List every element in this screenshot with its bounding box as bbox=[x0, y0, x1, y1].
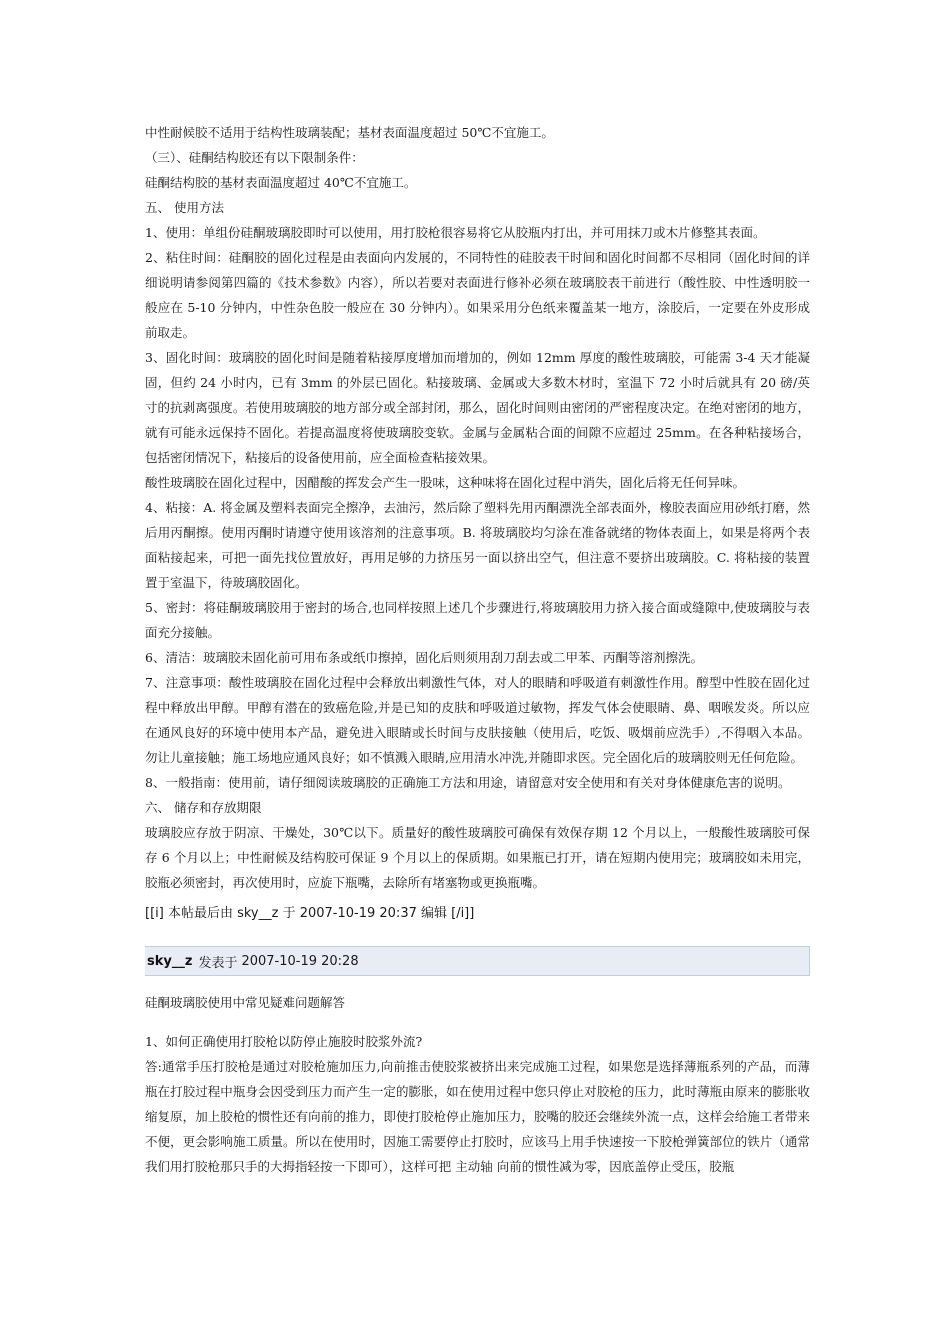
paragraph-storage: 玻璃胶应存放于阴凉、干燥处，30℃以下。质量好的酸性玻璃胶可确保有效保存期 12 个月以上，一般酸性玻璃胶可保存 6 个月以上；中性耐候及结构胶可保证 9 个月以上的保质期。如果瓶已打开，请在短期内使用完；玻璃胶如未用完，胶瓶必须密封，再次使用时，应旋下瓶嘴，去除所有堵塞物或更换瓶嘴。 bbox=[145, 825, 810, 890]
paragraph-structural-limits-heading: （三）、硅酮结构胶还有以下限制条件： bbox=[145, 150, 364, 165]
posted-time: 2007-10-19 20:28 bbox=[241, 953, 359, 969]
paragraph-acid-odor: 酸性玻璃胶在固化过程中，因醋酸的挥发会产生一股味，这种味将在固化过程中消失，固化后将无任何异味。 bbox=[145, 475, 746, 490]
paragraph-structural-temp-limit: 硅酮结构胶的基材表面温度超过 40℃不宜施工。 bbox=[145, 175, 417, 190]
post-author-link[interactable]: sky__z bbox=[147, 953, 193, 969]
paragraph-usage-5: 5、密封：将硅酮玻璃胶用于密封的场合,也同样按照上述几个步骤进行,将玻璃胶用力挤入接合面或缝隙中,使玻璃胶与表面充分接触。 bbox=[145, 600, 810, 640]
paragraph-usage-6: 6、清洁：玻璃胶未固化前可用布条或纸巾擦掉，固化后则须用刮刀刮去或二甲苯、丙酮等溶剂擦洗。 bbox=[145, 650, 703, 665]
post-header bbox=[145, 946, 810, 976]
posted-label: 发表于 bbox=[198, 955, 238, 971]
paragraph-usage-2: 2、粘住时间：硅酮胶的固化过程是由表面向内发展的，不同特性的硅胶表干时间和固化时间都不尽相同（固化时间的详细说明请参阅第四篇的《技术参数》内容），所以若要对表面进行修补必须在玻璃胶表干前进行（酸性胶、中性透明胶一般应在 5-10 分钟内，中性杂色胶一般应在 30 分钟内）。如果采用分色纸来覆盖某一地方，涂胶后，一定要在外皮形成前取走。 bbox=[145, 250, 810, 340]
paragraph-usage-1: 1、使用：单组份硅酮玻璃胶即时可以使用，用打胶枪很容易将它从胶瓶内打出，并可用抹刀或木片修整其表面。 bbox=[145, 225, 766, 240]
section-heading-usage: 五、 使用方法 bbox=[145, 200, 224, 215]
edit-note: [[i] 本帖最后由 sky__z 于 2007-10-19 20:37 编辑 [/i]] bbox=[145, 906, 475, 921]
paragraph-neutral-sealant-limit: 中性耐候胶不适用于结构性玻璃装配；基材表面温度超过 50℃不宜施工。 bbox=[145, 125, 554, 140]
section-heading-storage: 六、 储存和存放期限 bbox=[145, 800, 262, 815]
paragraph-usage-8: 8、一般指南：使用前，请仔细阅读玻璃胶的正确施工方法和用途，请留意对安全使用和有关对身体健康危害的说明。 bbox=[145, 775, 791, 790]
paragraph-usage-4: 4、粘接：A. 将金属及塑料表面完全擦净，去油污，然后除了塑料先用丙酮漂洗全部表面外，橡胶表面应用砂纸打磨，然后用丙酮擦。使用丙酮时请遵守使用该溶剂的注意事项。B. 将玻璃胶均匀涂在准备就绪的物体表面上，如果是将两个表面粘接起来，可把一面先找位置放好，再用足够的力挤压另一面以挤出空气，但注意不要挤出玻璃胶。C. 将粘接的装置置于室温下，待玻璃胶固化。 bbox=[145, 500, 810, 590]
post-title: 硅酮玻璃胶使用中常见疑难问题解答 bbox=[145, 995, 346, 1010]
paragraph-usage-3: 3、固化时间：玻璃胶的固化时间是随着粘接厚度增加而增加的，例如 12mm 厚度的酸性玻璃胶，可能需 3-4 天才能凝固，但约 24 小时内，已有 3mm 的外层已固化。粘接玻璃、金属或大多数木材时，室温下 72 小时后就具有 20 磅/英寸的抗剥离强度。若使用玻璃胶的地方部分或全部封闭，那么，固化时间则由密闭的严密程度决定。在绝对密闭的地方，就有可能永远保持不固化。若提高温度将使玻璃胶变软。金属与金属粘合面的间隙不应超过 25mm。在各种粘接场合，包括密闭情况下，粘接后的设备使用前，应全面检查粘接效果。 bbox=[145, 350, 810, 465]
document-body bbox=[145, 120, 810, 1179]
paragraph-usage-7: 7、注意事项：酸性玻璃胶在固化过程中会释放出刺激性气体，对人的眼睛和呼吸道有刺激性作用。醇型中性胶在固化过程中释放出甲醇。甲醇有潜在的致癌危险,并是已知的皮肤和呼吸道过敏物，挥发气体会使眼睛、鼻、咽喉发炎。所以应在通风良好的环境中使用本产品，避免进入眼睛或长时间与皮肤接触（使用后，吃饭、吸烟前应洗手）,不得咽入本品。勿让儿童接触；施工场地应通风良好；如不慎溅入眼睛,应用清水冲洗,并随即求医。完全固化后的玻璃胶则无任何危险。 bbox=[145, 675, 810, 765]
answer-1: 答:通常手压打胶枪是通过对胶枪施加压力,向前推击使胶浆被挤出来完成施工过程，如果您是选择薄瓶系列的产品，而薄瓶在打胶过程中瓶身会因受到压力而产生一定的膨胀，如在使用过程中您只停止对胶枪的压力，此时薄瓶由原来的膨胀收缩复原，加上胶枪的惯性还有向前的推力，即使打胶枪停止施加压力，胶嘴的胶还会继续外流一点，这样会给施工者带来不便，更会影响施工质量。所以在使用时，因施工需要停止打胶时，应该马上用手快速按一下胶枪弹簧部位的铁片（通常我们用打胶枪那只手的大拇指轻按一下即可），这样可把 主动轴 向前的惯性减为零，因底盖停止受压，胶瓶 bbox=[145, 1059, 810, 1174]
question-1: 1、如何正确使用打胶枪以防停止施胶时胶浆外流? bbox=[145, 1034, 423, 1049]
